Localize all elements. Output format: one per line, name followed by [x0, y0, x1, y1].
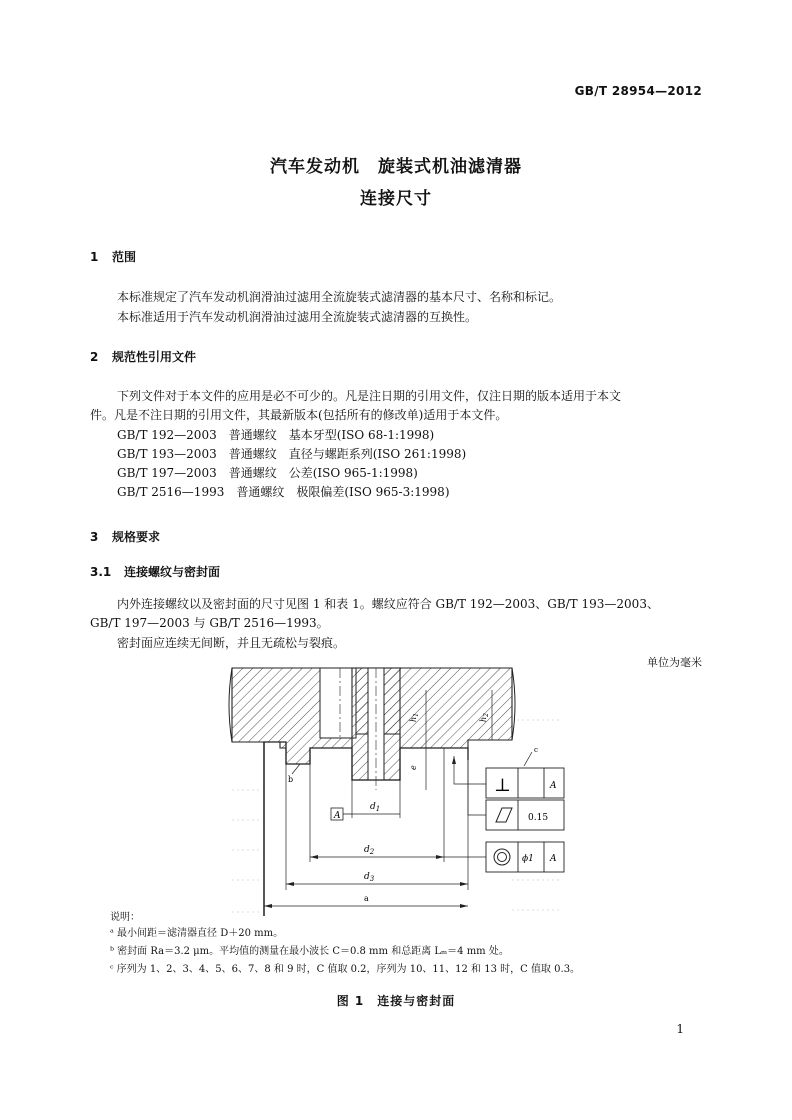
note-b: ᵇ 密封面 Ra＝3.2 μm。平均值的测量在最小波长 C＝0.8 mm 和总距离 Lₘ＝4 mm 处。 — [110, 946, 509, 957]
dim-a-arrow-l — [264, 904, 272, 908]
perp-leader-arrow — [452, 756, 456, 764]
doc-title-line2: 连接尺寸 — [360, 189, 432, 209]
datum-a-label: A — [334, 811, 341, 821]
note-c-leader — [524, 752, 532, 766]
ref-item-3: GB/T 197—2003 普通螺纹 公差(ISO 965-1:1998) — [117, 466, 418, 480]
page-number: 1 — [676, 1022, 684, 1036]
s2-paragraph-1b: 件。凡是不注日期的引用文件，其最新版本(包括所有的修改单)适用于本文件。 — [90, 408, 508, 422]
perpendicularity-icon: ⊥ — [494, 775, 511, 796]
conc-datum-ref: A — [550, 854, 557, 864]
section-2-title: 规范性引用文件 — [112, 350, 197, 364]
s31-paragraph-2: 密封面应连续无间断，并且无疏松与裂痕。 — [117, 636, 346, 650]
dim-d3-arrow-r — [460, 882, 468, 886]
section-1-number: 1 — [90, 250, 99, 264]
s31-paragraph-1a: 内外连接螺纹以及密封面的尺寸见图 1 和表 1。螺纹应符合 GB/T 192—2003、GB/T 193—2003、 — [117, 597, 659, 611]
dim-d2-arrow-l — [310, 855, 318, 859]
dim-d1-label: $d_1$ — [370, 802, 381, 813]
note-c-label: c — [534, 746, 538, 754]
perp-datum-ref: A — [550, 781, 557, 791]
dim-a-arrow-r — [460, 904, 468, 908]
note-b-label: b — [288, 775, 294, 784]
flat-leader — [468, 760, 486, 815]
ref-item-2: GB/T 193—2003 普通螺纹 直径与螺距系列(ISO 261:1998) — [117, 447, 467, 461]
notes-heading: 说明： — [110, 912, 140, 923]
dim-d3-label: $d_3$ — [364, 872, 375, 883]
doc-title-line1: 汽车发动机 旋装式机油滤清器 — [270, 157, 522, 177]
oil-bore — [320, 668, 356, 738]
section-3-1-title: 连接螺纹与密封面 — [124, 565, 221, 579]
standard-number: GB/T 28954—2012 — [574, 84, 702, 98]
section-3-title: 规格要求 — [112, 530, 161, 544]
s1-paragraph-1: 本标准规定了汽车发动机润滑油过滤用全流旋装式滤清器的基本尺寸、名称和标记。 — [117, 290, 562, 304]
section-3-1-number: 3.1 — [90, 565, 112, 579]
ref-item-1: GB/T 192—2003 普通螺纹 基本牙型(ISO 68-1:1998) — [117, 428, 435, 442]
perp-leader — [454, 756, 486, 784]
s2-paragraph-1a: 下列文件对于本文件的应用是必不可少的。凡是注日期的引用文件，仅注日期的版本适用于本文 — [117, 389, 622, 403]
section-1-title: 范围 — [112, 250, 137, 264]
section-2-number: 2 — [90, 350, 99, 364]
ref-item-4: GB/T 2516—1993 普通螺纹 极限偏差(ISO 965-3:1998) — [117, 485, 450, 499]
unit-note: 单位为毫米 — [647, 656, 702, 669]
flatness-value: 0.15 — [528, 813, 549, 823]
section-3-number: 3 — [90, 530, 99, 544]
s31-paragraph-1b: GB/T 197—2003 与 GB/T 2516—1993。 — [90, 616, 329, 630]
concentricity-value: ϕ1 — [522, 854, 534, 864]
dim-e-label: e — [409, 765, 418, 770]
s1-paragraph-2: 本标准适用于汽车发动机润滑油过滤用全流旋装式滤清器的互换性。 — [117, 310, 478, 324]
figure-caption: 图 1 连接与密封面 — [336, 994, 456, 1008]
note-c: ᶜ 序列为 1、2、3、4、5、6、7、8 和 9 时，C 值取 0.2，序列为 10、11、12 和 13 时，C 值取 0.3。 — [110, 964, 581, 975]
note-a: ᵃ 最小间距＝滤清器直径 D＋20 mm。 — [110, 928, 284, 939]
dim-d2-arrow-r — [436, 855, 444, 859]
dim-a-label: a — [364, 894, 369, 903]
note-b-leader — [292, 764, 300, 774]
dim-h1-label: $h_1$ — [409, 713, 420, 722]
dim-d2-label: $d_2$ — [364, 845, 375, 856]
dim-h2-label: $h_2$ — [479, 713, 490, 722]
dim-d3-arrow-l — [286, 882, 294, 886]
